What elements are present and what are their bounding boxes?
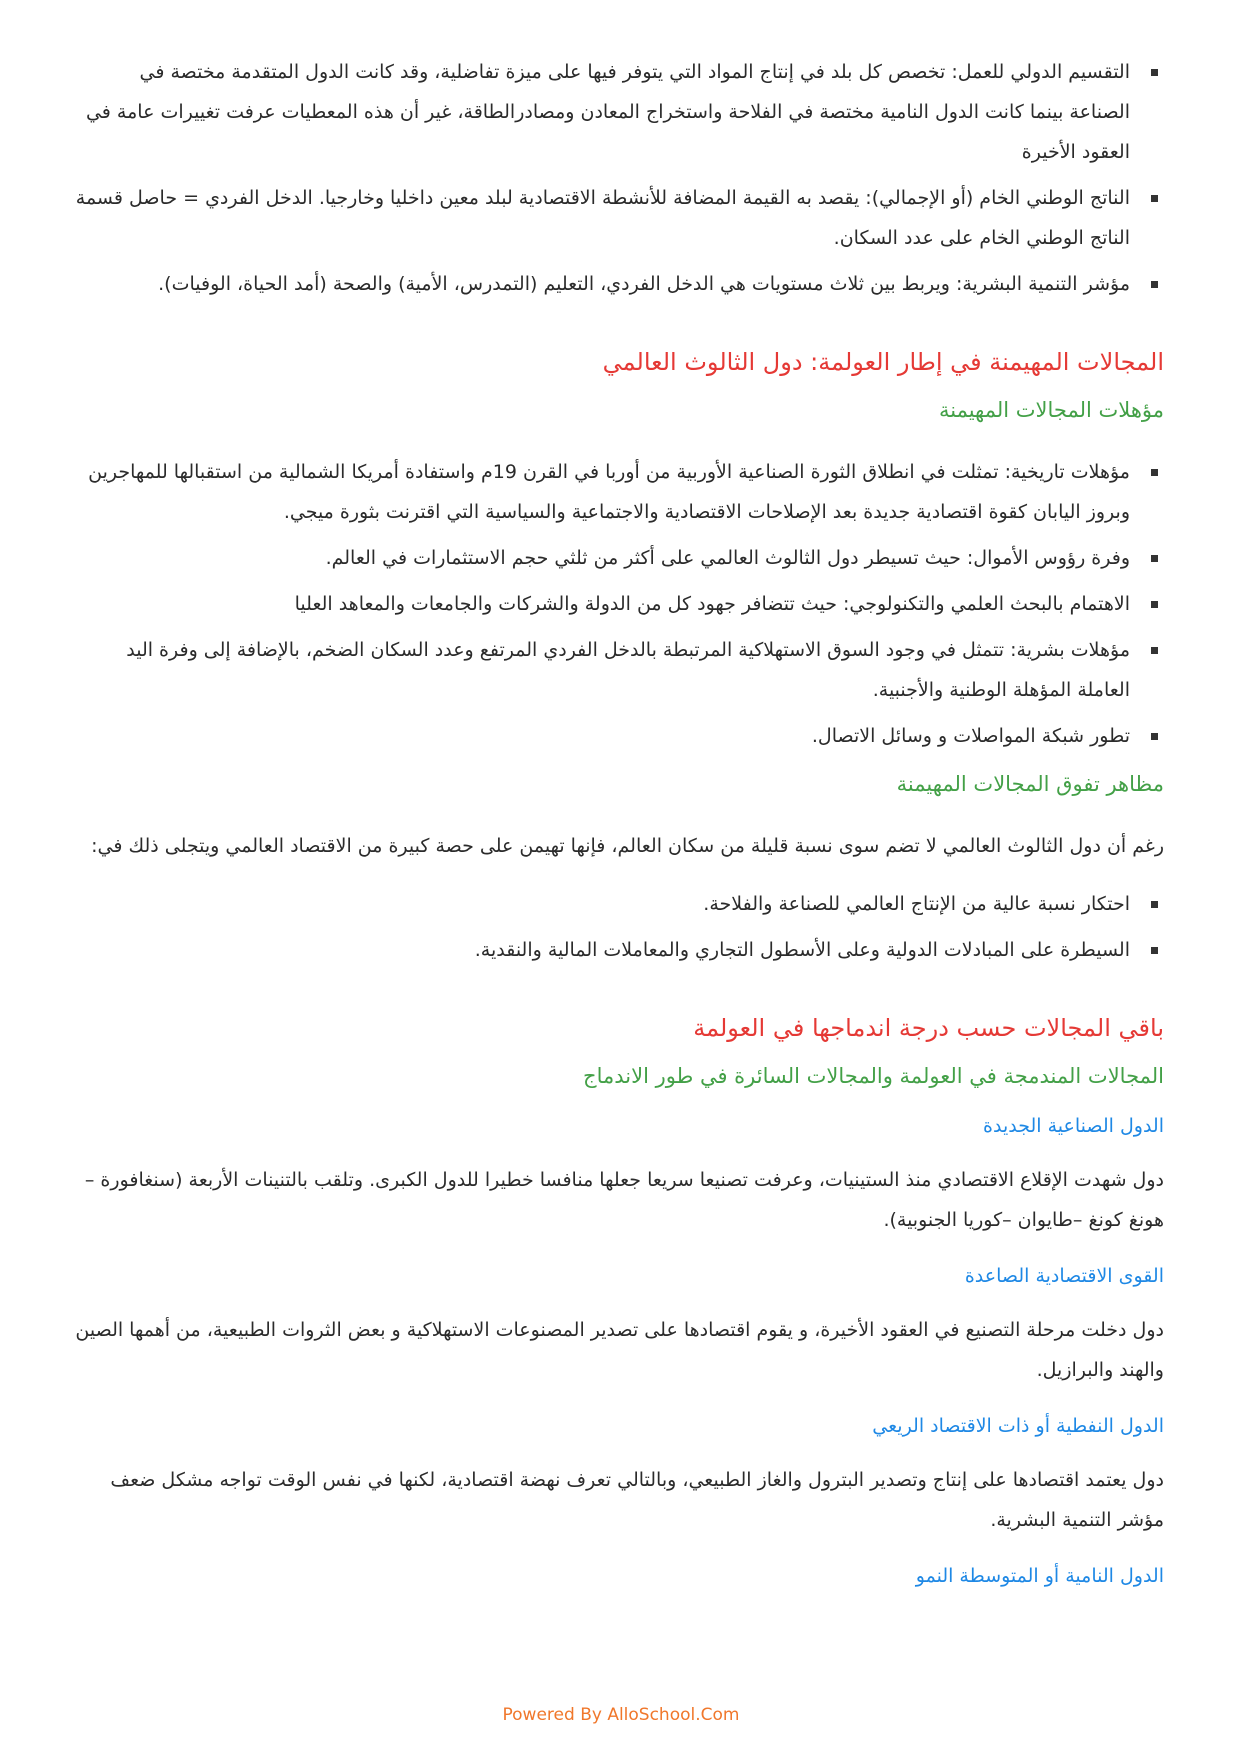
list-item xyxy=(74,584,1164,624)
list-item xyxy=(74,630,1164,710)
list-item xyxy=(74,452,1164,532)
square-bullet-icon xyxy=(1151,555,1158,562)
square-bullet-icon xyxy=(1151,647,1158,654)
square-bullet-icon xyxy=(1151,733,1158,740)
list-item-text: احتكار نسبة عالية من الإنتاج العالمي للصناعة والفلاحة. xyxy=(703,893,1130,915)
list-item xyxy=(74,52,1164,172)
list-item-text: وفرة رؤوس الأموال: حيث تسيطر دول الثالوث العالمي على أكثر من ثلثي حجم الاستثمارات في العالم. xyxy=(325,547,1130,569)
document-page xyxy=(74,52,1164,1610)
square-bullet-icon xyxy=(1151,469,1158,476)
list-item-text: السيطرة على المبادلات الدولية وعلى الأسطول التجاري والمعاملات المالية والنقدية. xyxy=(474,939,1130,961)
list-item xyxy=(74,930,1164,970)
group-text-emerging-powers: دول دخلت مرحلة التصنيع في العقود الأخيرة، و يقوم اقتصادها على تصدير المصنوعات الاستهلاكية و بعض الثروات الطبيعية، من أهمها الصين والهند والبرازيل. xyxy=(75,1319,1164,1381)
square-bullet-icon xyxy=(1151,195,1158,202)
list-item-text: الاهتمام بالبحث العلمي والتكنولوجي: حيث تتضافر جهود كل من الدولة والشركات والجامعات والمعاهد العليا xyxy=(294,593,1130,615)
list-item xyxy=(74,178,1164,258)
group-title-emerging-powers: القوى الاقتصادية الصاعدة xyxy=(964,1265,1164,1287)
list-item xyxy=(74,884,1164,924)
section-title-other-areas: باقي المجالات حسب درجة اندماجها في العولمة xyxy=(693,1014,1164,1042)
list-item-text: تطور شبكة المواصلات و وسائل الاتصال. xyxy=(811,725,1130,747)
footer-powered-by: Powered By AlloSchool.Com xyxy=(502,1705,740,1725)
group-title-oil-states: الدول النفطية أو ذات الاقتصاد الريعي xyxy=(872,1415,1164,1437)
square-bullet-icon xyxy=(1151,947,1158,954)
qualifications-bullet-list xyxy=(74,452,1164,756)
square-bullet-icon xyxy=(1151,69,1158,76)
square-bullet-icon xyxy=(1151,281,1158,288)
list-item xyxy=(74,538,1164,578)
subsection-title-integrated-areas: المجالات المندمجة في العولمة والمجالات السائرة في طور الاندماج xyxy=(583,1064,1164,1088)
list-item-text: مؤشر التنمية البشرية: ويربط بين ثلاث مستويات هي الدخل الفردي، التعليم (التمدرس، الأمية) والصحة (أمد الحياة، الوفيات). xyxy=(158,273,1130,295)
group-text-new-industrial: دول شهدت الإقلاع الاقتصادي منذ الستينيات، وعرفت تصنيعا سريعا جعلها منافسا خطيرا للدول الكبرى. وتلقب بالتنينات الأربعة (سنغافورة –هونغ كونغ –طايوان –كوريا الجنوبية). xyxy=(84,1169,1164,1231)
section-title-dominant-areas: المجالات المهيمنة في إطار العولمة: دول الثالوث العالمي xyxy=(602,348,1164,376)
aspects-paragraph: رغم أن دول الثالوث العالمي لا تضم سوى نسبة قليلة من سكان العالم، فإنها تهيمن على حصة كبيرة من الاقتصاد العالمي ويتجلى ذلك في: xyxy=(91,835,1164,857)
list-item-text: مؤهلات بشرية: تتمثل في وجود السوق الاستهلاكية المرتبطة بالدخل الفردي المرتفع وعدد السكان الضخم، بالإضافة إلى وفرة اليد العاملة المؤهلة الوطنية والأجنبية. xyxy=(126,639,1130,701)
list-item-text: التقسيم الدولي للعمل: تخصص كل بلد في إنتاج المواد التي يتوفر فيها على ميزة تفاضلية، وقد كانت الدول المتقدمة مختصة في الصناعة بينما كانت الدول النامية مختصة في الفلاحة واستخراج المعادن ومصادرالطاقة، غير أن هذه المعطيات عرفت تغييرات عامة في العقود الأخيرة xyxy=(85,61,1130,163)
square-bullet-icon xyxy=(1151,901,1158,908)
group-title-new-industrial: الدول الصناعية الجديدة xyxy=(983,1115,1164,1137)
list-item xyxy=(74,716,1164,756)
list-item-text: مؤهلات تاريخية: تمثلت في انطلاق الثورة الصناعية الأوربية من أوربا في القرن 19م واستفادة أمريكا الشمالية من استقبالها للمهاجرين وبروز اليابان كقوة اقتصادية جديدة بعد الإصلاحات الاقتصادية والاجتماعية والسياسية التي اقترنت بثورة ميجي. xyxy=(88,461,1130,523)
list-item xyxy=(74,264,1164,304)
subsection-title-aspects: مظاهر تفوق المجالات المهيمنة xyxy=(896,772,1164,796)
group-title-developing-states: الدول النامية أو المتوسطة النمو xyxy=(915,1565,1164,1587)
subsection-title-qualifications: مؤهلات المجالات المهيمنة xyxy=(938,398,1164,422)
list-item-text: الناتج الوطني الخام (أو الإجمالي): يقصد به القيمة المضافة للأنشطة الاقتصادية لبلد معين داخليا وخارجيا. الدخل الفردي = حاصل قسمة الناتج الوطني الخام على عدد السكان. xyxy=(75,187,1130,249)
aspects-bullet-list xyxy=(74,884,1164,970)
intro-bullet-list xyxy=(74,52,1164,304)
square-bullet-icon xyxy=(1151,601,1158,608)
group-text-oil-states: دول يعتمد اقتصادها على إنتاج وتصدير البترول والغاز الطبيعي، وبالتالي تعرف نهضة اقتصادية، لكنها في نفس الوقت تواجه مشكل ضعف مؤشر التنمية البشرية. xyxy=(110,1469,1164,1531)
